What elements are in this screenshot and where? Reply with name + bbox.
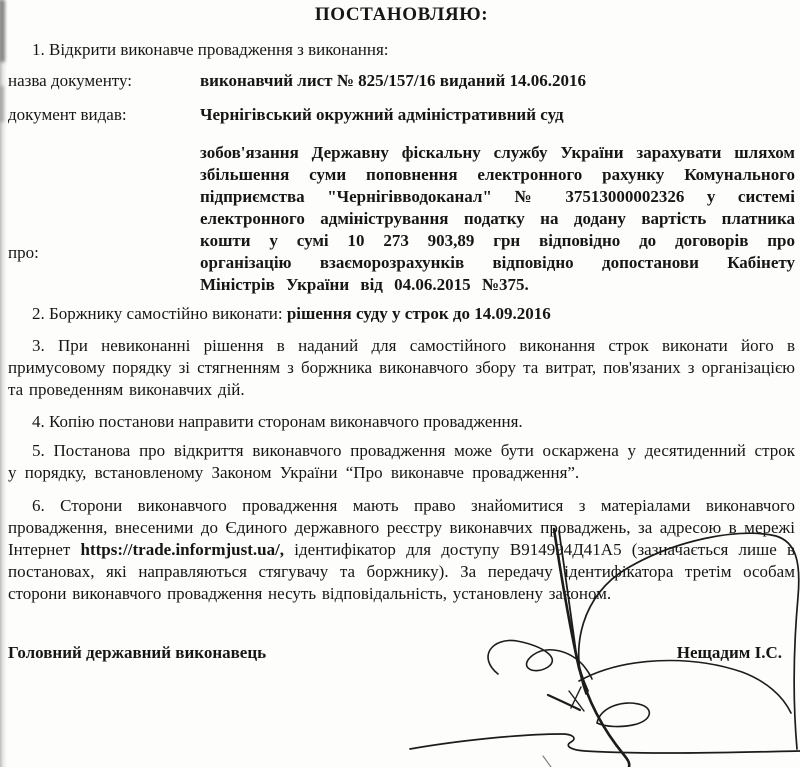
signature-block — [8, 642, 795, 664]
clause-5: 5. Постанова про відкриття виконавчого провадження може бути оскаржена у десятиденний строк у порядку, встановленому Законом України “Про виконавче провадження”. — [8, 441, 795, 482]
clause-2 — [8, 303, 795, 325]
clause-2-text: 2. Боржнику самостійно виконати: — [32, 304, 287, 323]
clause-4: 4. Копію постанови направити сторонам виконавчого провадження. — [32, 412, 523, 431]
document-title: ПОСТАНОВЛЯЮ: — [314, 4, 489, 25]
registry-url: https://trade.informjust.ua/, — [80, 540, 285, 559]
field-subject-label: про: — [8, 243, 39, 262]
field-subject-value: зобов'язання Державну фіскальну службу України зарахувати шляхом збільшення суми поповнення електронного рахунку Комунального підприємства "Чернігівводоканал" № 37513000002326 у системі електронного адміністрування податку на додану вартість платника кошти у сумі 10 273 903,89 грн відповідно до договорів про організацію взаєморозрахунків відповідно допостанови Кабінету Міністрів України від 04.06.2015 №375. — [200, 143, 795, 294]
field-doc-issuer — [8, 104, 795, 126]
official-name: Нещадим І.С. — [676, 643, 782, 662]
field-subject — [8, 142, 795, 296]
official-position: Головний державний виконавець — [8, 643, 267, 662]
field-doc-name — [8, 70, 795, 92]
field-doc-issuer-value: Чернігівський окружний адміністративний суд — [200, 105, 564, 124]
scan-smudge — [0, 0, 5, 62]
clause-6-text-before: 6. Сторони виконавчого провадження мають право знайомитися з матеріалами виконавчого провадження, внесеними до Єдиного державного реєстру виконавчих проваджень, за адресою в мережі Інтернет — [8, 496, 795, 559]
field-doc-issuer-label: документ видав: — [8, 105, 127, 124]
clause-2-deadline: рішення суду у строк до 14.09.2016 — [286, 304, 551, 323]
clause-3: 3. При невиконанні рішення в наданий для самостійного виконання строк виконати його в примусовому порядку зі стягненням з боржника виконавчого збору та витрат, пов'язаних з організацією та проведенням виконавчих дій. — [8, 336, 795, 399]
field-doc-name-label: назва документу: — [8, 71, 133, 90]
field-doc-name-value: виконавчий лист № 825/157/16 виданий 14.06.2016 — [200, 71, 587, 90]
clause-6-text-after: ідентифікатор для доступу В914994Д41А5 (зазначається лише в постановах, які направляються стягувачу та боржнику). За передачу ідентифікатора третім особам сторони виконавчого провадження несуть відповідальність, установлену законом. — [8, 540, 795, 603]
scan-smudge — [0, 86, 4, 122]
clause-1: 1. Відкрити виконавче провадження з виконання: — [32, 40, 389, 59]
clause-6 — [8, 495, 795, 605]
